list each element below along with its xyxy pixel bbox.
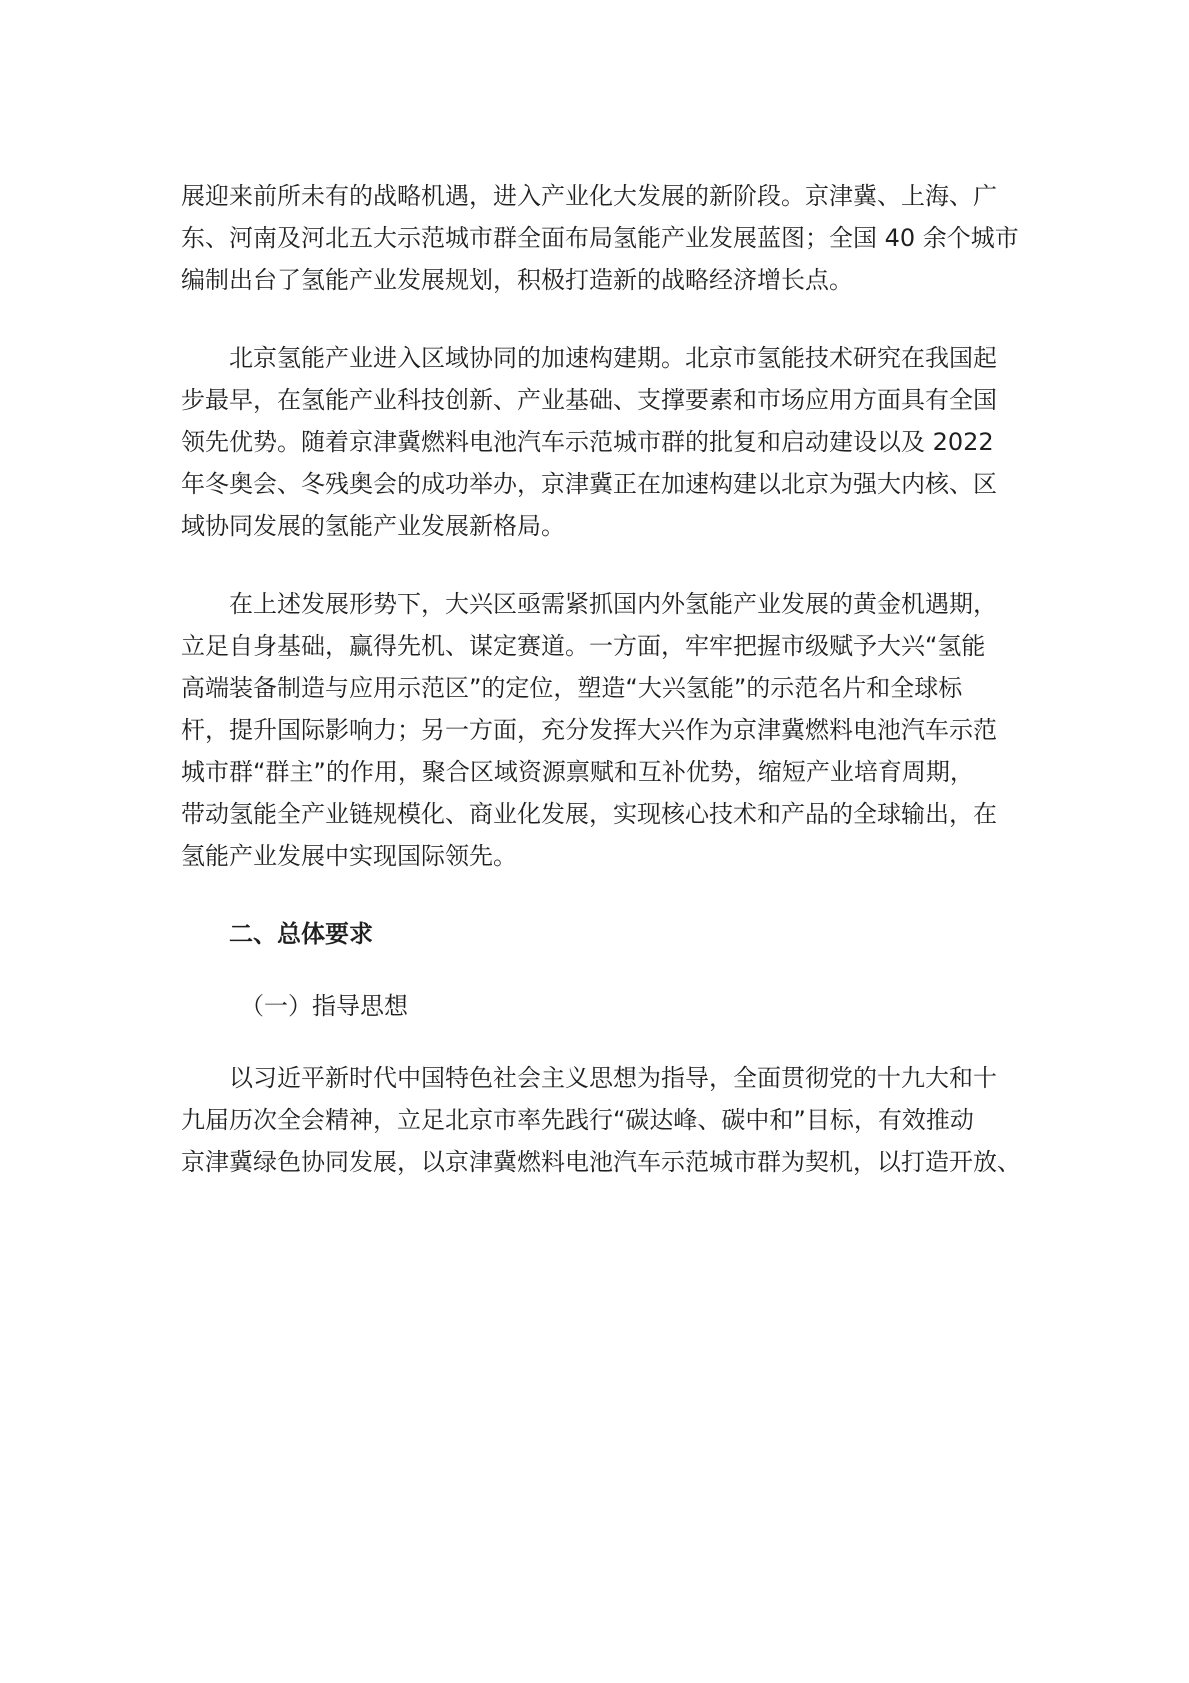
paragraph-2-line-2: 步最早，在氢能产业科技创新、产业基础、支撑要素和市场应用方面具有全国 xyxy=(181,386,997,414)
paragraph-3-line-2: 立足自身基础，赢得先机、谋定赛道。一方面，牢牢把握市级赋予大兴“氢能 xyxy=(181,632,986,660)
paragraph-3-line-6: 带动氢能全产业链规模化、商业化发展，实现核心技术和产品的全球输出，在 xyxy=(181,800,997,828)
paragraph-3-line-1: 在上述发展形势下，大兴区亟需紧抓国内外氢能产业发展的黄金机遇期， xyxy=(229,590,997,618)
paragraph-3-line-3: 高端装备制造与应用示范区”的定位，塑造“大兴氢能”的示范名片和全球标 xyxy=(181,674,963,702)
section-heading: 二、总体要求 xyxy=(229,920,373,948)
subsection-heading: （一）指导思想 xyxy=(240,992,408,1020)
paragraph-3-line-5: 城市群“群主”的作用，聚合区域资源禀赋和互补优势，缩短产业培育周期， xyxy=(181,758,974,786)
paragraph-3-line-4: 杆，提升国际影响力；另一方面，充分发挥大兴作为京津冀燃料电池汽车示范 xyxy=(181,716,997,744)
paragraph-1-line-1: 展迎来前所未有的战略机遇，进入产业化大发展的新阶段。京津冀、上海、广 xyxy=(181,182,997,210)
paragraph-3-line-7: 氢能产业发展中实现国际领先。 xyxy=(181,842,517,870)
paragraph-2-line-5: 域协同发展的氢能产业发展新格局。 xyxy=(181,512,565,540)
paragraph-1-line-2: 东、河南及河北五大示范城市群全面布局氢能产业发展蓝图；全国 40 余个城市 xyxy=(181,224,1019,252)
paragraph-2-line-1: 北京氢能产业进入区域协同的加速构建期。北京市氢能技术研究在我国起 xyxy=(229,344,997,372)
paragraph-2-line-3: 领先优势。随着京津冀燃料电池汽车示范城市群的批复和启动建设以及 2022 xyxy=(181,428,994,456)
paragraph-1-line-3: 编制出台了氢能产业发展规划，积极打造新的战略经济增长点。 xyxy=(181,266,853,294)
paragraph-4-line-3: 京津冀绿色协同发展，以京津冀燃料电池汽车示范城市群为契机，以打造开放、 xyxy=(181,1148,1021,1176)
paragraph-4-line-1: 以习近平新时代中国特色社会主义思想为指导，全面贯彻党的十九大和十 xyxy=(229,1064,997,1092)
paragraph-2-line-4: 年冬奥会、冬残奥会的成功举办，京津冀正在加速构建以北京为强大内核、区 xyxy=(181,470,997,498)
paragraph-4-line-2: 九届历次全会精神，立足北京市率先践行“碳达峰、碳中和”目标，有效推动 xyxy=(181,1106,974,1134)
